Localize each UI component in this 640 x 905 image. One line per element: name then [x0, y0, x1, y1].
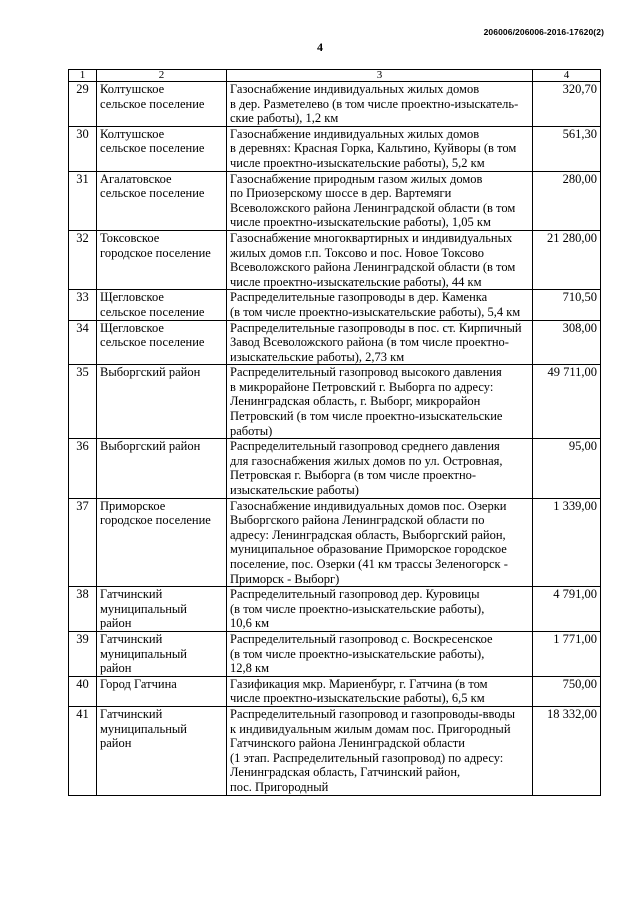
project-description-cell [227, 365, 533, 439]
header-cell-4: 4 [533, 70, 601, 82]
table-row [69, 290, 601, 320]
table-row [69, 587, 601, 632]
description-line: числе проектно-изыскательские работы), 1,05 км [230, 215, 491, 230]
municipality-cell [97, 82, 227, 127]
table-row [69, 230, 601, 289]
description-line: Петровская г. Выборга (в том числе проектно- [230, 468, 477, 483]
municipality-line: Гатчинский [100, 706, 163, 721]
project-description-cell [227, 290, 533, 320]
municipality-line: Выборгский район [100, 365, 201, 380]
municipality-line: район [100, 616, 132, 631]
municipality-line: район [100, 736, 132, 751]
municipality-cell [97, 631, 227, 676]
description-line: по Приозерскому шоссе в дер. Вартемяги [230, 186, 452, 201]
municipality-line: Гатчинский [100, 587, 163, 602]
municipality-line: сельское поселение [100, 335, 205, 350]
municipality-line: район [100, 661, 132, 676]
description-line: (в том числе проектно-изыскательские работы), [230, 646, 485, 661]
table-row [69, 126, 601, 171]
table-row [69, 320, 601, 365]
project-description-cell [227, 439, 533, 498]
description-line: Завод Всеволожского района (в том числе проектно- [230, 335, 509, 350]
description-line: к индивидуальным жилым домам пос. Пригородный [230, 721, 511, 736]
municipality-line: Агалатовское [100, 171, 172, 186]
row-number: 30 [69, 126, 97, 171]
description-line: Петровский (в том числе проектно-изыскательские [230, 409, 503, 424]
description-line: Всеволожского района Ленинградской области (в том [230, 260, 516, 275]
header-cell-1: 1 [69, 70, 97, 82]
description-line: числе проектно-изыскательские работы), 6,5 км [230, 691, 485, 706]
funding-amount: 320,70 [533, 82, 601, 127]
project-description-cell [227, 676, 533, 706]
row-number: 39 [69, 631, 97, 676]
description-line: Гатчинского района Ленинградской области [230, 736, 465, 751]
description-line: Газоснабжение многоквартирных и индивидуальных [230, 230, 513, 245]
funding-amount: 4 791,00 [533, 587, 601, 632]
municipality-line: сельское поселение [100, 141, 205, 156]
description-line: 12,8 км [230, 661, 269, 676]
description-line: (в том числе проектно-изыскательские работы), [230, 601, 485, 616]
description-line: Распределительный газопровод с. Воскресенское [230, 631, 493, 646]
description-line: (в том числе проектно-изыскательские работы), 5,4 км [230, 304, 521, 319]
table-row [69, 706, 601, 795]
municipality-line: сельское поселение [100, 186, 205, 201]
funding-amount: 18 332,00 [533, 706, 601, 795]
municipality-line: Щегловское [100, 320, 164, 335]
description-line: числе проектно-изыскательские работы), 5,2 км [230, 155, 485, 170]
table-row [69, 171, 601, 230]
header-cell-3: 3 [227, 70, 533, 82]
description-line: изыскательские работы) [230, 483, 359, 498]
row-number: 41 [69, 706, 97, 795]
municipality-line: Приморское [100, 498, 166, 513]
municipality-line: муниципальный [100, 721, 187, 736]
project-description-cell [227, 126, 533, 171]
project-description-cell [227, 320, 533, 365]
municipality-line: городское поселение [100, 245, 211, 260]
description-line: Газоснабжение природным газом жилых домов [230, 171, 483, 186]
description-line: Всеволожского района Ленинградской области (в том [230, 200, 516, 215]
municipality-cell [97, 126, 227, 171]
table-row [69, 82, 601, 127]
row-number: 32 [69, 230, 97, 289]
description-line: Ленинградская область, г. Выборг, микрорайон [230, 394, 481, 409]
gasification-table [68, 69, 601, 796]
description-line: Распределительные газопроводы в дер. Каменка [230, 290, 488, 305]
project-description-cell [227, 587, 533, 632]
funding-amount: 1 339,00 [533, 498, 601, 587]
row-number: 33 [69, 290, 97, 320]
municipality-cell [97, 587, 227, 632]
description-line: Распределительные газопроводы в пос. ст. Кирпичный [230, 320, 522, 335]
description-line: муниципальное образование Приморское городское [230, 542, 507, 557]
page-number: 4 [317, 40, 323, 54]
description-line: (1 этап. Распределительный газопровод) по адресу: [230, 750, 504, 765]
municipality-line: муниципальный [100, 601, 187, 616]
row-number: 34 [69, 320, 97, 365]
description-line: пос. Пригородный [230, 779, 329, 794]
description-line: Распределительный газопровод среднего давления [230, 439, 500, 454]
document-id: 206006/206006-2016-17620(2) [483, 27, 604, 37]
description-line: жилых домов г.п. Токсово и пос. Новое Токсово [230, 245, 484, 260]
table-row [69, 676, 601, 706]
municipality-line: Город Гатчина [100, 676, 177, 691]
funding-amount: 95,00 [533, 439, 601, 498]
municipality-cell [97, 230, 227, 289]
funding-amount: 561,30 [533, 126, 601, 171]
header-cell-2: 2 [97, 70, 227, 82]
municipality-cell [97, 676, 227, 706]
description-line: 10,6 км [230, 616, 269, 631]
description-line: Распределительный газопровод высокого давления [230, 365, 502, 380]
row-number: 35 [69, 365, 97, 439]
table-row [69, 498, 601, 587]
row-number: 31 [69, 171, 97, 230]
project-description-cell [227, 82, 533, 127]
table-row [69, 631, 601, 676]
municipality-line: Токсовское [100, 230, 160, 245]
project-description-cell [227, 631, 533, 676]
funding-amount: 280,00 [533, 171, 601, 230]
funding-amount: 750,00 [533, 676, 601, 706]
row-number: 36 [69, 439, 97, 498]
municipality-line: сельское поселение [100, 96, 205, 111]
funding-amount: 710,50 [533, 290, 601, 320]
funding-amount: 21 280,00 [533, 230, 601, 289]
table-header-row [69, 70, 601, 82]
description-line: в микрорайоне Петровский г. Выборга по адресу: [230, 379, 494, 394]
funding-amount: 308,00 [533, 320, 601, 365]
municipality-cell [97, 439, 227, 498]
project-description-cell [227, 706, 533, 795]
description-line: Газоснабжение индивидуальных домов пос. Озерки [230, 498, 507, 513]
description-line: Распределительный газопровод дер. Куровицы [230, 587, 480, 602]
municipality-cell [97, 706, 227, 795]
municipality-line: городское поселение [100, 513, 211, 528]
municipality-cell [97, 365, 227, 439]
table-row [69, 365, 601, 439]
funding-amount: 1 771,00 [533, 631, 601, 676]
municipality-line: Гатчинский [100, 631, 163, 646]
municipality-cell [97, 320, 227, 365]
description-line: Приморск - Выборг) [230, 571, 340, 586]
table-body [69, 82, 601, 796]
funding-amount: 49 711,00 [533, 365, 601, 439]
municipality-line: Выборгский район [100, 439, 201, 454]
municipality-line: Колтушское [100, 82, 165, 96]
row-number: 40 [69, 676, 97, 706]
description-line: Газоснабжение индивидуальных жилых домов [230, 82, 480, 96]
municipality-line: Щегловское [100, 290, 164, 305]
description-line: Газоснабжение индивидуальных жилых домов [230, 126, 480, 141]
municipality-cell [97, 171, 227, 230]
description-line: в деревнях: Красная Горка, Кальтино, Куйворы (в том [230, 141, 517, 156]
row-number: 37 [69, 498, 97, 587]
municipality-cell [97, 498, 227, 587]
table-row [69, 439, 601, 498]
description-line: поселение, пос. Озерки (41 км трассы Зеленогорск - [230, 557, 508, 571]
project-description-cell [227, 498, 533, 587]
description-line: Ленинградская область, Гатчинский район, [230, 765, 461, 780]
municipality-cell [97, 290, 227, 320]
municipality-line: муниципальный [100, 646, 187, 661]
description-line: изыскательские работы), 2,73 км [230, 349, 405, 364]
description-line: Газификация мкр. Мариенбург, г. Гатчина (в том [230, 676, 488, 691]
description-line: Распределительный газопровод и газопроводы-вводы [230, 706, 516, 721]
description-line: адресу: Ленинградская область, Выборгский район, [230, 527, 506, 542]
row-number: 29 [69, 82, 97, 127]
project-description-cell [227, 230, 533, 289]
row-number: 38 [69, 587, 97, 632]
description-line: ские работы), 1,2 км [230, 111, 339, 126]
description-line: числе проектно-изыскательские работы), 44 км [230, 274, 482, 289]
municipality-line: сельское поселение [100, 304, 205, 319]
description-line: работы) [230, 423, 273, 438]
description-line: Выборгского района Ленинградской области по [230, 513, 485, 528]
municipality-line: Колтушское [100, 126, 165, 141]
project-description-cell [227, 171, 533, 230]
description-line: в дер. Разметелево (в том числе проектно-изыскатель- [230, 96, 519, 111]
description-line: для газоснабжения жилых домов по ул. Островная, [230, 453, 503, 468]
